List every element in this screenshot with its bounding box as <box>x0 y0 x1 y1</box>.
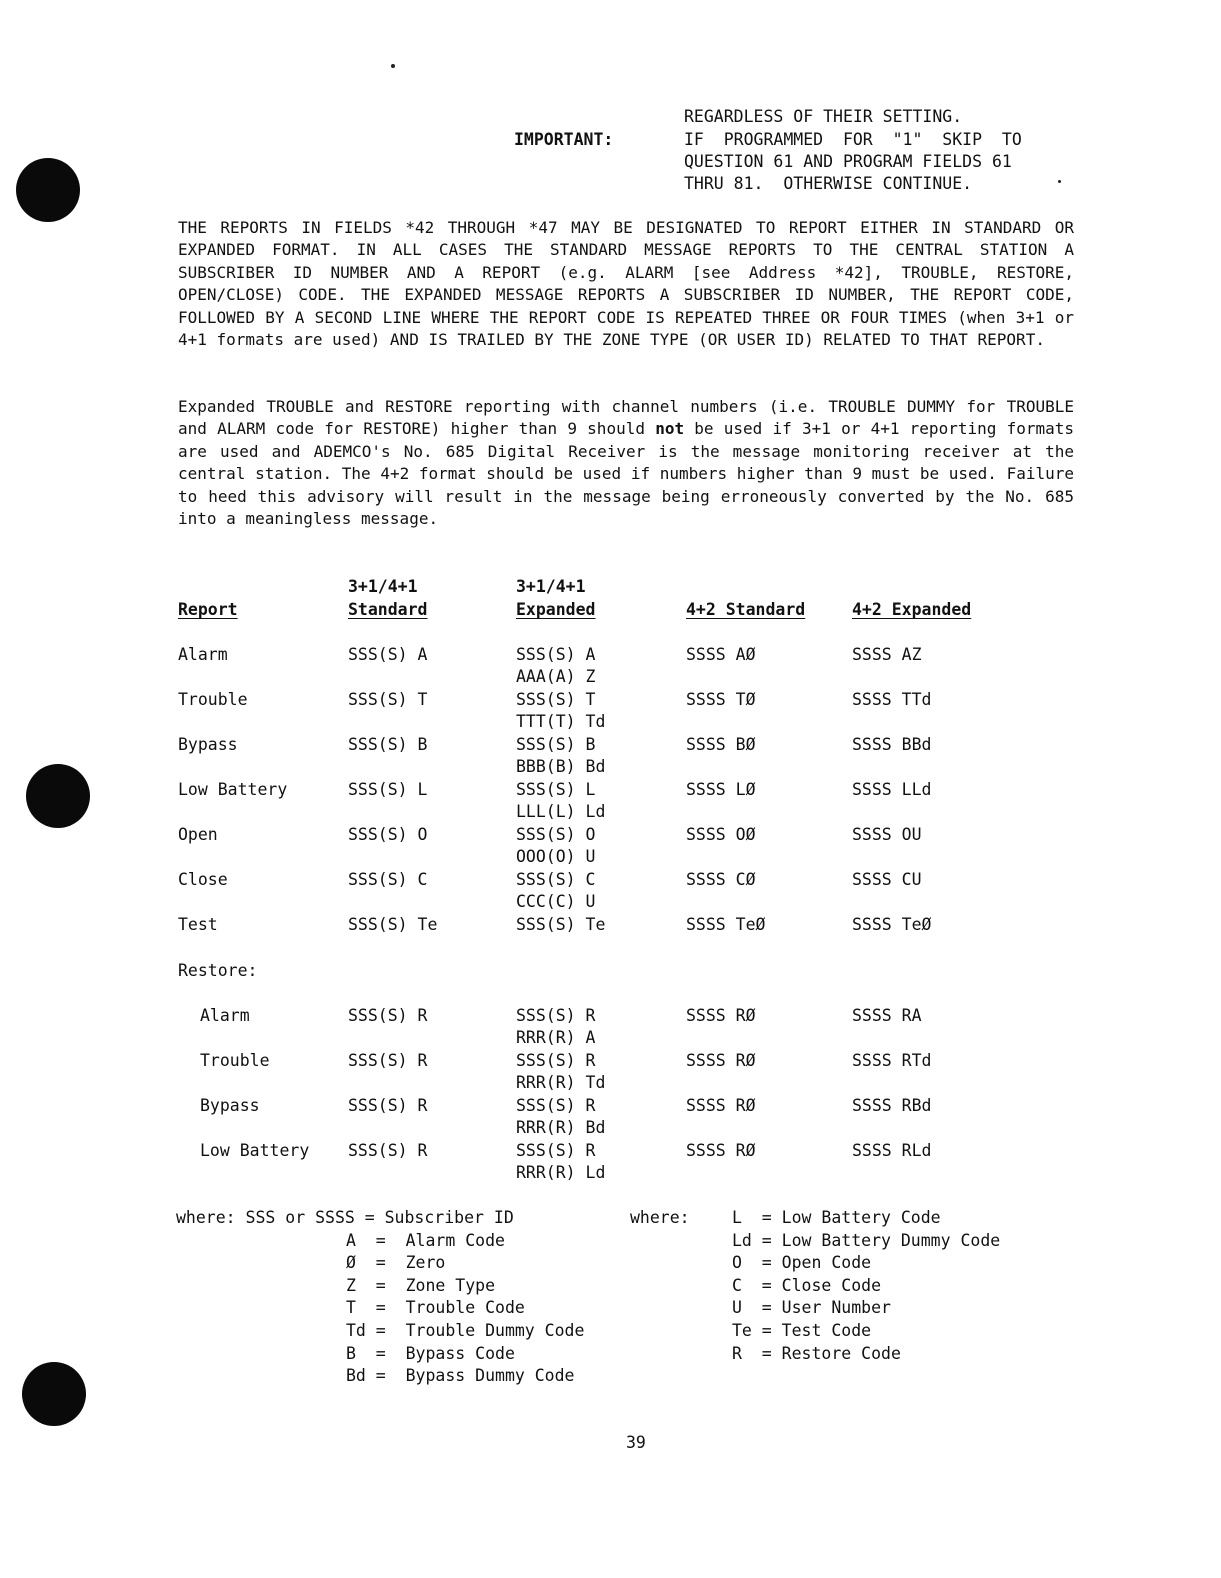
scan-speck <box>391 64 395 68</box>
legend-left-item: B = Bypass Code <box>346 1344 515 1363</box>
row-report: Bypass <box>200 1096 260 1115</box>
paragraph-advisory-bold: not <box>655 419 685 439</box>
header-exp31: Expanded <box>516 600 596 619</box>
legend-right-where: where: <box>630 1208 690 1227</box>
row-exp31-line1: SSS(S) Te <box>516 915 606 934</box>
row-exp31-line2: LLL(L) Ld <box>516 802 606 821</box>
row-exp31-line1: SSS(S) R <box>516 1006 596 1025</box>
paragraph-formats <box>178 217 1074 351</box>
row-report: Test <box>178 915 218 934</box>
row-exp31-line1: SSS(S) R <box>516 1096 596 1115</box>
header-line-1: REGARDLESS OF THEIR SETTING. <box>684 107 963 126</box>
binder-hole-middle <box>26 764 90 828</box>
row-std31: SSS(S) C <box>348 870 428 889</box>
row-std42: SSSS TeØ <box>686 915 766 934</box>
legend-left-item: Td = Trouble Dummy Code <box>346 1321 585 1340</box>
row-report: Bypass <box>178 735 238 754</box>
scan-speck <box>1058 180 1061 183</box>
row-exp31-line2: RRR(R) Ld <box>516 1163 606 1182</box>
row-report: Trouble <box>200 1051 270 1070</box>
row-std31: SSS(S) Te <box>348 915 438 934</box>
header-report: Report <box>178 600 238 619</box>
row-exp42: SSSS LLd <box>852 780 932 799</box>
paragraph-advisory <box>178 396 1074 530</box>
row-std42: SSSS CØ <box>686 870 756 889</box>
row-exp31-line1: SSS(S) R <box>516 1051 596 1070</box>
row-exp31-line2: RRR(R) Bd <box>516 1118 606 1137</box>
row-std42: SSSS OØ <box>686 825 756 844</box>
row-report: Low Battery <box>178 780 288 799</box>
row-std31: SSS(S) O <box>348 825 428 844</box>
row-std42: SSSS AØ <box>686 645 756 664</box>
row-exp31-line2: BBB(B) Bd <box>516 757 606 776</box>
row-exp31-line1: SSS(S) T <box>516 690 596 709</box>
legend-left-item: Z = Zone Type <box>346 1276 496 1295</box>
legend-left-item: Bd = Bypass Dummy Code <box>346 1366 575 1385</box>
row-std31: SSS(S) R <box>348 1006 428 1025</box>
row-exp31-line2: OOO(O) U <box>516 847 596 866</box>
legend-left-item: Ø = Zero <box>346 1253 446 1272</box>
paragraph-advisory-part2: be used if 3+1 or 4+1 reporting formats are used and ADEMCO's No. 685 Digital Receiver is the message monitoring receiver at the central station. The 4+2 format should be used if numbers higher than 9 must be used. Failure to heed this advisory will result in the message being erroneously converted by the No. 685 into a meaningless message. <box>178 419 1075 529</box>
legend-right-item: U = User Number <box>732 1298 891 1317</box>
legend-right-item: L = Low Battery Code <box>732 1208 941 1227</box>
legend-right-item: Te = Test Code <box>732 1321 872 1340</box>
row-exp42: SSSS TTd <box>852 690 932 709</box>
row-std42: SSSS BØ <box>686 735 756 754</box>
legend-right-item: C = Close Code <box>732 1276 882 1295</box>
row-std31: SSS(S) R <box>348 1096 428 1115</box>
row-exp42: SSSS OU <box>852 825 922 844</box>
paragraph-formats-text: THE REPORTS IN FIELDS *42 THROUGH *47 MAY BE DESIGNATED TO REPORT EITHER IN STANDARD OR EXPANDED FORMAT. IN ALL CASES THE STANDARD MESSAGE REPORTS TO THE CENTRAL STATION A SUBSCRIBER ID NUMBER AND A REPORT (e.g. ALARM [see Address *42], TROUBLE, RESTORE, OPEN/CLOSE) CODE. THE EXPANDED MESSAGE REPORTS A SUBSCRIBER ID NUMBER, THE REPORT CODE, FOLLOWED BY A SECOND LINE WHERE THE REPORT CODE IS REPEATED THREE OR FOUR TIMES (when 3+1 or 4+1 formats are used) AND IS TRAILED BY THE ZONE TYPE (OR USER ID) RELATED TO THAT REPORT. <box>178 218 1074 350</box>
row-exp31-line1: SSS(S) O <box>516 825 596 844</box>
legend-left-item: A = Alarm Code <box>346 1231 505 1250</box>
row-std31: SSS(S) L <box>348 780 428 799</box>
row-std31: SSS(S) R <box>348 1051 428 1070</box>
row-report: Alarm <box>178 645 228 664</box>
row-exp31-line1: SSS(S) A <box>516 645 596 664</box>
legend-right-item: O = Open Code <box>732 1253 872 1272</box>
restore-label: Restore: <box>178 961 258 980</box>
binder-hole-top <box>16 158 80 222</box>
row-exp31-line2: RRR(R) A <box>516 1028 596 1047</box>
row-report: Open <box>178 825 218 844</box>
legend-left-item: T = Trouble Code <box>346 1298 525 1317</box>
row-exp42: SSSS BBd <box>852 735 932 754</box>
important-label: IMPORTANT: <box>514 130 614 149</box>
row-exp31-line1: SSS(S) B <box>516 735 596 754</box>
important-line-1: IF PROGRAMMED FOR "1" SKIP TO <box>684 130 1022 149</box>
row-exp42: SSSS RTd <box>852 1051 932 1070</box>
header-std31-top: 3+1/4+1 <box>348 577 418 596</box>
row-std42: SSSS RØ <box>686 1096 756 1115</box>
row-exp31-line1: SSS(S) R <box>516 1141 596 1160</box>
header-std42: 4+2 Standard <box>686 600 806 619</box>
header-exp31-top: 3+1/4+1 <box>516 577 586 596</box>
row-std42: SSSS LØ <box>686 780 756 799</box>
row-exp31-line1: SSS(S) L <box>516 780 596 799</box>
important-line-3: THRU 81. OTHERWISE CONTINUE. <box>684 174 973 193</box>
row-exp42: SSSS RA <box>852 1006 922 1025</box>
row-exp31-line1: SSS(S) C <box>516 870 596 889</box>
legend-left-where: where: SSS or SSSS = Subscriber ID <box>176 1208 514 1227</box>
legend-right-item: Ld = Low Battery Dummy Code <box>732 1231 1001 1250</box>
row-exp42: SSSS AZ <box>852 645 922 664</box>
legend-right-item: R = Restore Code <box>732 1344 901 1363</box>
row-std42: SSSS RØ <box>686 1006 756 1025</box>
row-exp31-line2: AAA(A) Z <box>516 667 596 686</box>
row-exp31-line2: TTT(T) Td <box>516 712 606 731</box>
row-exp31-line2: CCC(C) U <box>516 892 596 911</box>
row-report: Low Battery <box>200 1141 310 1160</box>
paragraph-advisory-part1: Expanded TROUBLE and RESTORE reporting with channel numbers (i.e. TROUBLE DUMMY for TROUBLE and ALARM code for RESTORE) higher than 9 should <box>178 397 1074 439</box>
row-report: Close <box>178 870 228 889</box>
row-exp31-line2: RRR(R) Td <box>516 1073 606 1092</box>
row-exp42: SSSS TeØ <box>852 915 932 934</box>
header-std31: Standard <box>348 600 428 619</box>
row-std31: SSS(S) T <box>348 690 428 709</box>
row-report: Trouble <box>178 690 248 709</box>
row-std42: SSSS TØ <box>686 690 756 709</box>
row-report: Alarm <box>200 1006 250 1025</box>
row-exp42: SSSS CU <box>852 870 922 889</box>
row-std31: SSS(S) B <box>348 735 428 754</box>
row-std31: SSS(S) A <box>348 645 428 664</box>
header-exp42: 4+2 Expanded <box>852 600 972 619</box>
important-line-2: QUESTION 61 AND PROGRAM FIELDS 61 <box>684 152 1012 171</box>
binder-hole-bottom <box>22 1362 86 1426</box>
row-std42: SSSS RØ <box>686 1141 756 1160</box>
row-exp42: SSSS RBd <box>852 1096 932 1115</box>
row-std42: SSSS RØ <box>686 1051 756 1070</box>
row-std31: SSS(S) R <box>348 1141 428 1160</box>
page-number: 39 <box>626 1433 646 1452</box>
row-exp42: SSSS RLd <box>852 1141 932 1160</box>
